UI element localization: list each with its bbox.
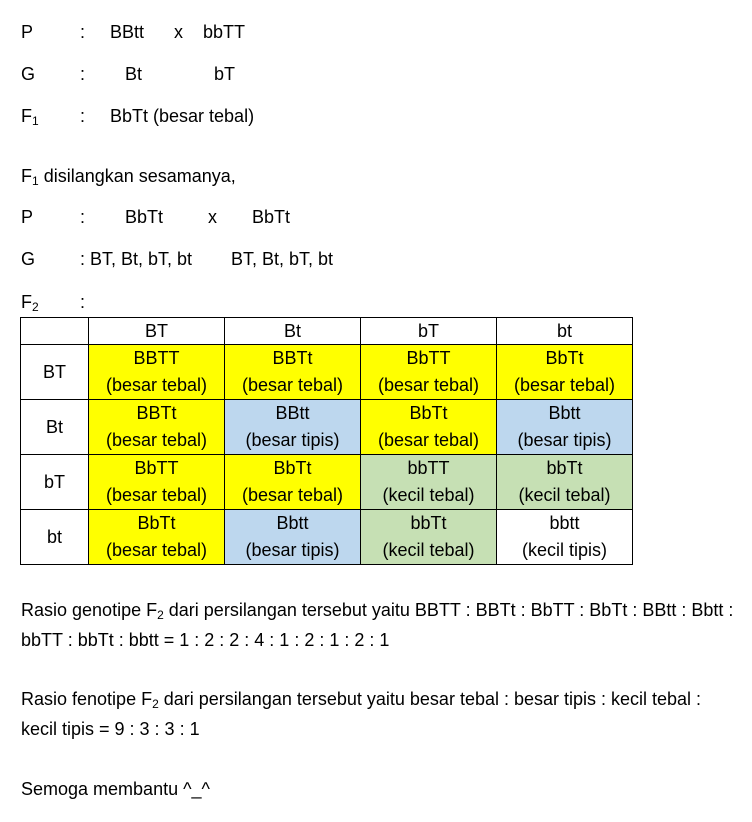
g-label: G bbox=[21, 64, 36, 84]
row-header: BT bbox=[21, 345, 89, 400]
gamete-2: bT bbox=[214, 64, 236, 84]
column-header: bt bbox=[497, 318, 633, 345]
table-row bbox=[21, 510, 633, 565]
colon: : bbox=[80, 207, 86, 227]
offspring-cell: BBTT (besar tebal) bbox=[89, 345, 225, 400]
offspring-cell: Bbtt (besar tipis) bbox=[225, 510, 361, 565]
offspring-cell: BbTt (besar tebal) bbox=[497, 345, 633, 400]
colon: : bbox=[80, 292, 86, 312]
row-header: Bt bbox=[21, 400, 89, 455]
f1-label: $F_1$ bbox=[21, 106, 39, 128]
column-header: BT bbox=[89, 318, 225, 345]
offspring-cell: BbTt (besar tebal) bbox=[361, 400, 497, 455]
f2-label: $F_2$ bbox=[21, 292, 39, 314]
offspring-cell: BBtt (besar tipis) bbox=[225, 400, 361, 455]
column-header: bT bbox=[361, 318, 497, 345]
parent-1-genotype: BBtt bbox=[110, 22, 145, 42]
table-row bbox=[21, 400, 633, 455]
offspring-cell: BBTt (besar tebal) bbox=[225, 345, 361, 400]
punnett-square bbox=[20, 317, 633, 565]
f1-result: BbTt (besar tebal) bbox=[110, 106, 255, 126]
cross-symbol: x bbox=[174, 22, 183, 42]
colon: : bbox=[80, 22, 86, 42]
offspring-cell: bbTT (kecil tebal) bbox=[361, 455, 497, 510]
offspring-cell: BbTT (besar tebal) bbox=[361, 345, 497, 400]
row-header: bT bbox=[21, 455, 89, 510]
colon: : bbox=[80, 64, 86, 84]
p-label: P bbox=[21, 207, 34, 227]
offspring-cell: BbTT (besar tebal) bbox=[89, 455, 225, 510]
table-row bbox=[21, 345, 633, 400]
offspring-cell: bbtt (kecil tipis) bbox=[497, 510, 633, 565]
g-label: G bbox=[21, 249, 36, 269]
offspring-cell: BBTt (besar tebal) bbox=[89, 400, 225, 455]
column-header: Bt bbox=[225, 318, 361, 345]
genotype-ratio: Rasio genotipe $F_2$ dari persilangan tersebut yaitu BBTT : BBTt : BbTT : BbTt : BBtt : Bbtt : bbTT : bbTt : bbtt = 1 : 2 : 2 : 4 : 1 : 2 : 1 : 2 : 1 bbox=[21, 600, 734, 650]
corner-cell bbox=[21, 318, 89, 345]
offspring-cell: Bbtt (besar tipis) bbox=[497, 400, 633, 455]
colon: : bbox=[80, 106, 86, 126]
cross-symbol: x bbox=[208, 207, 217, 227]
closing-text: Semoga membantu ^_^ bbox=[21, 779, 210, 799]
parent-1-genotype: BbTt bbox=[125, 207, 164, 227]
parent-2-genotype: BbTt bbox=[252, 207, 291, 227]
phenotype-ratio: Rasio fenotipe $F_2$ dari persilangan tersebut yaitu besar tebal : besar tipis : kecil tebal : kecil tipis = 9 : 3 : 3 : 1 bbox=[21, 689, 702, 739]
header-row bbox=[21, 318, 633, 345]
gamete-1: Bt bbox=[125, 64, 143, 84]
offspring-cell: bbTt (kecil tebal) bbox=[497, 455, 633, 510]
parent-2-genotype: bbTT bbox=[203, 22, 246, 42]
offspring-cell: BbTt (besar tebal) bbox=[89, 510, 225, 565]
table-row bbox=[21, 455, 633, 510]
offspring-cell: bbTt (kecil tebal) bbox=[361, 510, 497, 565]
p-label: P bbox=[21, 22, 34, 42]
gametes-parent-1: : BT, Bt, bT, bt bbox=[80, 249, 193, 269]
offspring-cell: BbTt (besar tebal) bbox=[225, 455, 361, 510]
gametes-parent-2: BT, Bt, bT, bt bbox=[231, 249, 334, 269]
row-header: bt bbox=[21, 510, 89, 565]
